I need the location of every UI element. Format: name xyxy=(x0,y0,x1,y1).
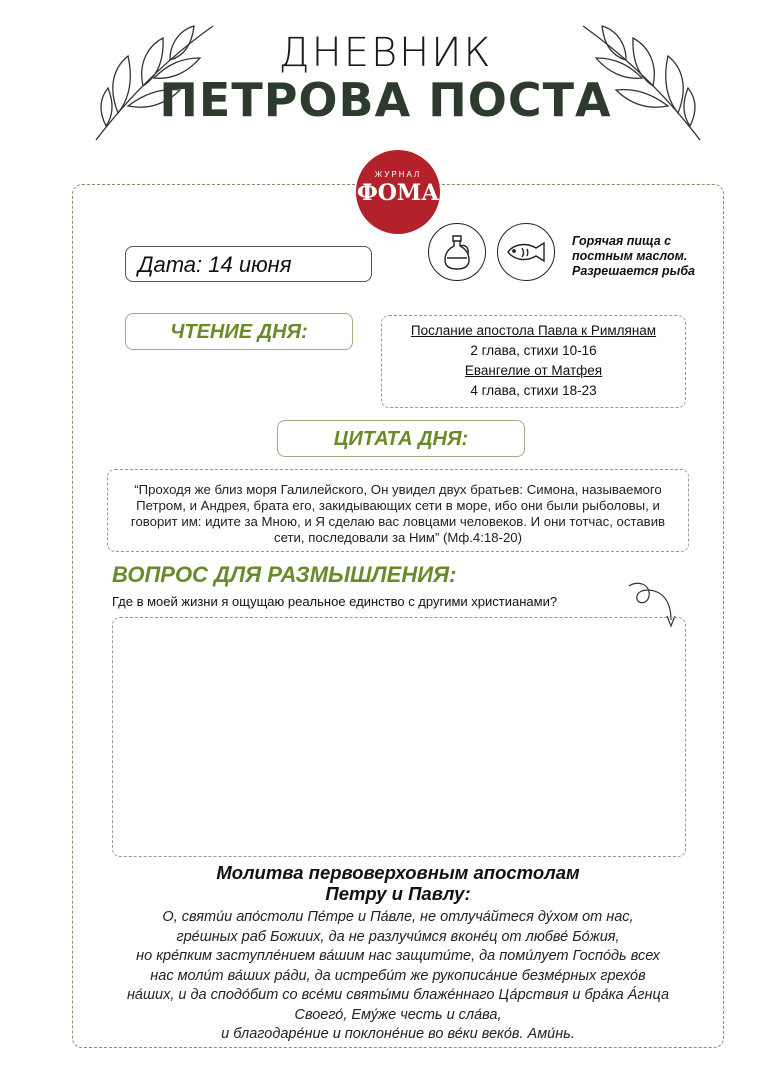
oil-bottle-icon xyxy=(428,223,486,281)
logo-caption: ЖУРНАЛ xyxy=(374,170,422,179)
epistle-title: Послание апостола Павла к Римлянам xyxy=(410,323,657,338)
reading-label: ЧТЕНИЕ ДНЯ: xyxy=(125,313,353,350)
page-title-line2: ПЕТРОВА ПОСТА xyxy=(159,73,612,127)
logo-name: ФОМА xyxy=(356,180,440,206)
quote-box xyxy=(107,469,689,552)
prayer-line: на́ших, и да сподо́бит со все́ми святы́ми блаже́ннаго Ца́рствия и бра́ка А́гнца xyxy=(126,987,670,1003)
prayer-title-line2: Петру и Павлу: xyxy=(325,883,471,904)
foma-logo xyxy=(356,150,440,234)
question-text: Где в моей жизни я ощущаю реальное единство с другими христианами? xyxy=(112,594,558,609)
date-field: Дата: 14 июня xyxy=(125,246,372,282)
quote-text: “Проходя же близ моря Галилейского, Он увидел двух братьев: Симона, называемого Петром, и Андрея, брата его, закидывающих сети в море, ибо они были рыболовы, и говорит им: идите за Мною, и Я сделаю вас ловцами человеков. И они тотчас, оставив сети, последовали за Ним” (Мф.4:18-20) xyxy=(130,482,666,545)
page-title-line1: ДНЕВНИК xyxy=(278,30,493,76)
gospel-title: Евангелие от Матфея xyxy=(464,363,603,378)
prayer-line: и благодаре́ние и поклоне́ние во ве́ки веко́в. Ами́нь. xyxy=(221,1026,575,1042)
prayer-line: О, святи́и апо́столи Пе́тре и Па́вле, не отлуча́йтеся ду́хом от нас, xyxy=(162,909,634,925)
answer-area[interactable] xyxy=(112,617,686,857)
food-rule-text: Горячая пища с постным маслом. Разрешается рыба xyxy=(572,234,696,278)
epistle-ref: 2 глава, стихи 10-16 xyxy=(470,343,597,358)
gospel-ref: 4 глава, стихи 18-23 xyxy=(470,383,597,398)
question-title: ВОПРОС ДЛЯ РАЗМЫШЛЕНИЯ: xyxy=(112,562,457,587)
quote-label: ЦИТАТА ДНЯ: xyxy=(277,420,525,457)
prayer-title xyxy=(100,862,696,904)
prayer-line: но кре́пким заступле́нием ва́шим нас защити́те, да поми́лует Госпо́дь всех xyxy=(136,948,660,964)
reading-box xyxy=(381,315,686,408)
prayer-line: Своего́, Ему́же честь и сла́ва, xyxy=(294,1006,502,1023)
prayer-line: нас моли́т ва́ших ра́ди, да истреби́т же рукописа́ние безме́рных грехо́в xyxy=(150,967,646,984)
fish-icon xyxy=(497,223,555,281)
prayer-text xyxy=(100,908,696,1045)
prayer-line: гре́шных раб Божиих, да не разлучи́мся вконе́ц от любве́ Бо́жия, xyxy=(176,928,620,945)
prayer-title-line1: Молитва первоверховным апостолам xyxy=(216,862,580,883)
